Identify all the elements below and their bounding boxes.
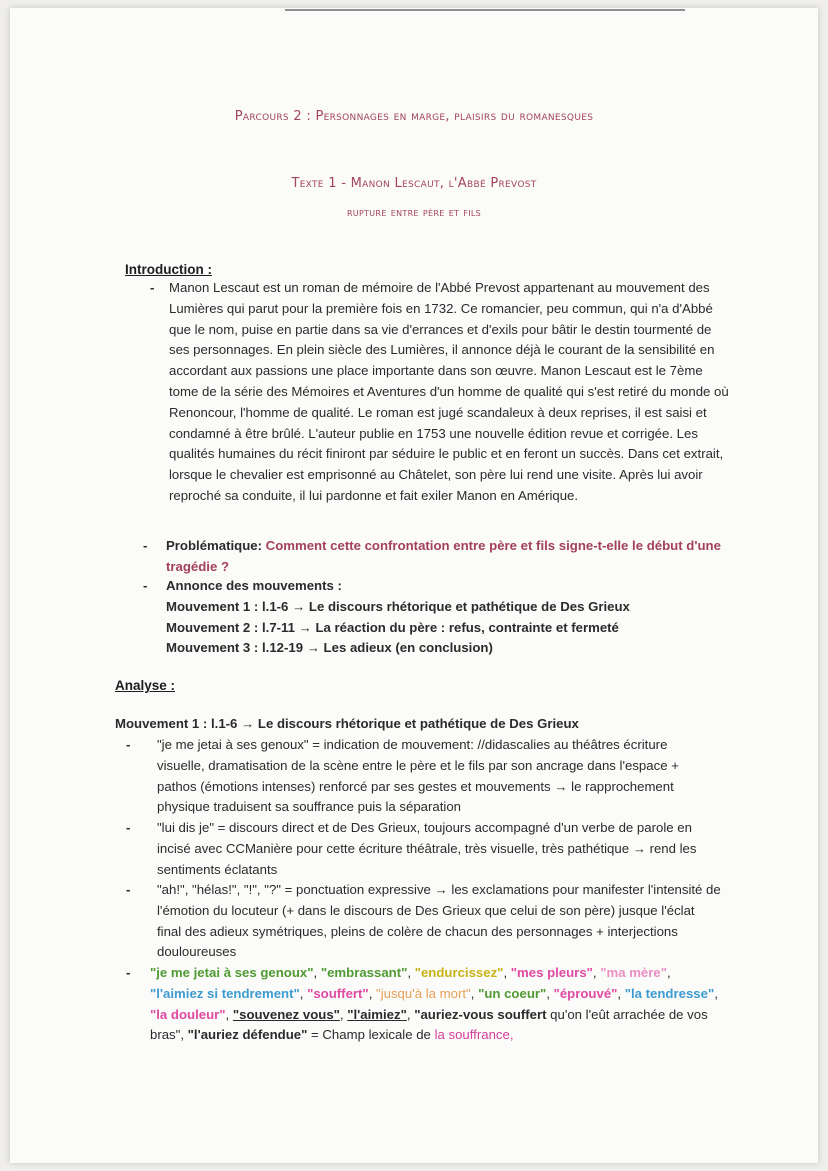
quote: "la tendresse": [624, 985, 715, 1001]
lexical-field-text: = Champ lexicale de: [307, 1027, 435, 1043]
analysis-item-3: "ah!", "hélas!", "!", "?" = ponctuation expressive → les exclamations pour manifester l'intensité de l'émotion du locuteur (+ dans le discours de Des Grieux que celui de son père) jusque l'éclat final des adieux symétriques, pleins de colère de chacun des personnages + interjections douloureuses: [157, 882, 721, 960]
annonce-mouvements: [166, 576, 766, 659]
bullet-dash: -: [126, 737, 131, 752]
quote: "la douleur": [150, 1006, 226, 1022]
quote: "un coeur": [478, 985, 547, 1001]
bullet-dash: -: [126, 882, 131, 897]
annonce-label: Annonce des mouvements :: [166, 578, 342, 593]
quote: "souffert": [307, 985, 369, 1001]
introduction-heading: Introduction :: [125, 262, 212, 277]
analysis-item-1: "je me jetai à ses genoux" = indication de mouvement: //didascalies au théâtres écriture visuelle, dramatisation de la scène entre le père et le fils par son ancrage dans l'espace + pathos (émotions intenses) renforcé par ses gestes et mouvements → le rapprochement physique traduisent sa souffrance puis la séparation: [157, 737, 679, 815]
bullet-dash: -: [126, 965, 131, 980]
quote: "endurcissez": [414, 965, 504, 980]
problematique-text: Comment cette confrontation entre père et fils signe-t-elle le début d'une tragédie ?: [166, 538, 721, 574]
quote: "embrassant": [320, 965, 408, 980]
analysis-item-2: "lui dis je" = discours direct et de Des Grieux, toujours accompagné d'un verbe de parole en incisé avec CCManière pour cette écriture théâtrale, très visuelle, très pathétique → rend les sentiments éclatants: [157, 820, 697, 877]
mouvement-line: Mouvement 1 : l.1-6 → Le discours rhétorique et pathétique de Des Grieux: [166, 598, 630, 614]
problematique: [166, 536, 726, 578]
parcours-title: Parcours 2 : Personnages en marge, plaisirs du romanesques: [234, 109, 594, 124]
quote: "mes pleurs": [510, 965, 593, 980]
mouvement-1-heading: Mouvement 1 : l.1-6 → Le discours rhétorique et pathétique de Des Grieux: [115, 716, 579, 731]
texte-subtitle: rupture entre père et fils: [346, 205, 482, 219]
intro-paragraph: Manon Lescaut est un roman de mémoire de l'Abbé Prevost appartenant au mouvement des Lumières qui parut pour la première fois en 1732. Ce romancier, peu commun, qui n'a d'Abbé que le nom, puise en partie dans sa vie d'errances et d'exils pour bâtir le destin tourmenté de ses personnages. En plein siècle des Lumières, il annonce déjà le courant de la sensibilité en accordant aux passions une place importante dans son œuvre. Manon Lescaut est le 7ème tome de la série des Mémoires et Aventures d'un homme de qualité qui s'est retiré du monde où Renoncour, l'homme de qualité. Le roman est jugé scandaleux à deux reprises, il est saisi et condamné à être brûlé. L'auteur publie en 1753 une nouvelle édition revue et corrigée. Les qualités humaines du récit finiront par séduire le public et en feront un succès. Dans cet extrait, lorsque le chevalier est emprisonné au Châtelet, son père lui rend une visite. Après lui avoir reproché sa conduite, il lui pardonne et fait exiler Manon en Amérique.: [169, 280, 729, 503]
quote: "l'auriez défendue": [187, 1027, 308, 1043]
bullet-dash: -: [143, 538, 148, 553]
mouvement-line: Mouvement 3 : l.12-19 → Les adieux (en conclusion): [166, 640, 493, 656]
scan-edge-line: [285, 9, 685, 11]
bullet-dash: -: [143, 578, 148, 593]
quote: "ma mère": [600, 965, 667, 980]
quote: "auriez-vous souffert: [414, 1006, 547, 1022]
bullet-dash: -: [150, 280, 155, 295]
bullet-dash: -: [126, 820, 131, 835]
texte-title: Texte 1 - Manon Lescaut, l'Abbé Prevost: [291, 176, 537, 191]
problematique-label: Problématique:: [166, 538, 262, 553]
analysis-item-4: "je me jetai à ses genoux", "embrassant", "endurcissez", "mes pleurs", "ma mère", "l'aimiez si tendrement", "souffert", "jusqu'à la mort", "un coeur", "éprouvé", "la tendresse", "la douleur", "souvenez vous", "l'aimiez", "auriez-vous souffert qu'on l'eût arrachée de vos bras", "l'auriez défendue" = Champ lexicale de la souffrance,: [150, 965, 718, 1043]
quote: "souvenez vous": [232, 1006, 340, 1022]
quote: "l'aimiez si tendrement": [150, 985, 300, 1001]
mouvement-line: Mouvement 2 : l.7-11 → La réaction du père : refus, contrainte et fermeté: [166, 619, 619, 635]
quote-continuation: qu'on l'eût arrachée de vos bras": [150, 1006, 708, 1043]
lexical-field-highlight: la souffrance,: [434, 1027, 514, 1043]
analyse-heading: Analyse :: [115, 678, 176, 693]
quote: "éprouvé": [553, 985, 618, 1001]
quote: "l'aimiez": [347, 1006, 407, 1022]
quote: "je me jetai à ses genoux": [150, 965, 314, 980]
quote: "jusqu'à la mort": [376, 985, 471, 1001]
